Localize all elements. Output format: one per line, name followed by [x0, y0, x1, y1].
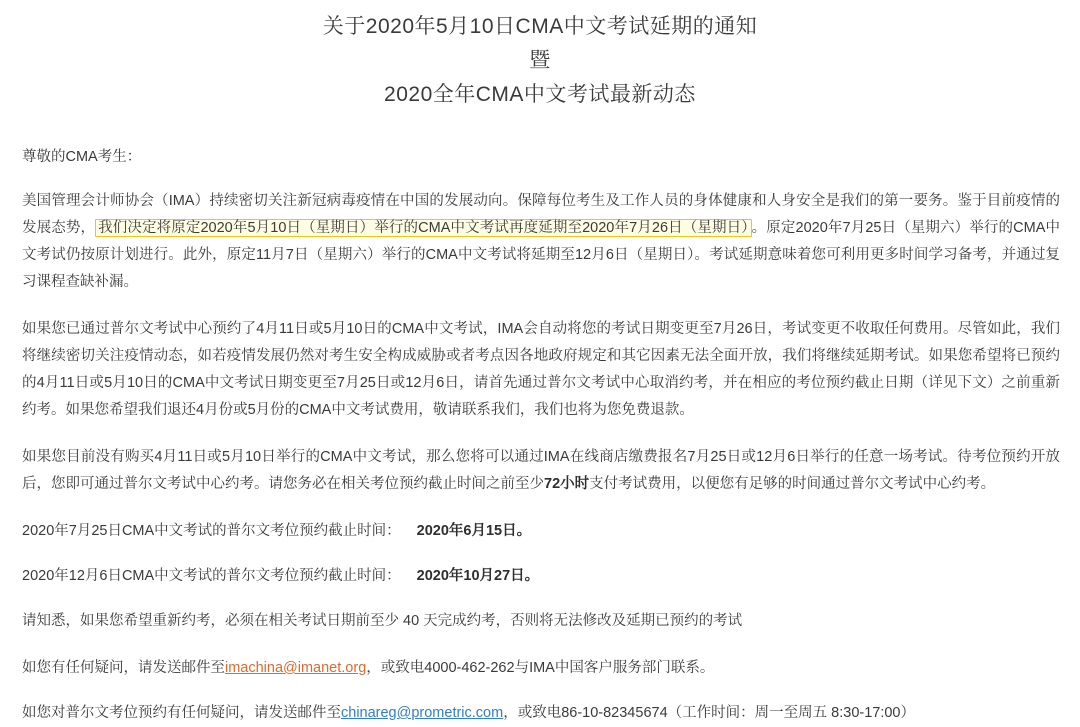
paragraph-3-emphasis: 72小时	[544, 476, 590, 492]
paragraph-1-text-b: 。原定2020年7月25日（星期六）举行的CMA中文考试仍按原计划进行。此外，原定11月7日（星期六）举行的CMA中文考试将延期至12月6日（星期日）。考试延期意味着您可利用更多时间学习备考，并通过复习课程查缺补漏。	[22, 220, 1061, 290]
contact-ima-text-b: ，或致电4000-462-262与IMA中国客户服务部门联系。	[366, 660, 715, 676]
paragraph-3-text-a: 如果您目前没有购买4月11日或5月10日举行的CMA中文考试，那么您将可以通过IMA在线商店缴费报名7月25日或12月6日举行的任意一场考试。待考位预约开放后，您即可通过普尔文考试中心约考。请您务必在相关考位预约截止时间之前至少	[22, 449, 1060, 492]
deadline-label-2: 2020年12月6日CMA中文考试的普尔文考位预约截止时间：	[22, 568, 401, 584]
reschedule-note: 请知悉，如果您希望重新约考，必须在相关考试日期前至少 40 天完成约考，否则将无法修改及延期已预约的考试	[22, 613, 743, 629]
document-title	[0, 0, 1080, 112]
deadline-label-1: 2020年7月25日CMA中文考试的普尔文考位预约截止时间：	[22, 523, 401, 539]
paragraph-3	[22, 444, 1060, 498]
paragraph-3-text-b: 支付考试费用，以便您有足够的时间通过普尔文考试中心约考。	[589, 476, 996, 492]
contact-ima-text-a: 如您有任何疑问，请发送邮件至	[22, 660, 225, 676]
paragraph-2: 如果您已通过普尔文考试中心预约了4月11日或5月10日的CMA中文考试，IMA会自动将您的考试日期变更至7月26日，考试变更不收取任何费用。尽管如此，我们将继续密切关注疫情动态，如若疫情发展仍然对考生安全构成威胁或者考点因各地政府规定和其它因素无法全面开放，我们将继续延期考试。如果您希望将已预约的4月11日或5月10日的CMA中文考试日期变更至7月25日或12月6日，请首先通过普尔文考试中心取消约考，并在相应的考位预约截止日期（详见下文）之前重新约考。如果您希望我们退还4月份或5月份的CMA中文考试费用，敬请联系我们，我们也将为您免费退款。	[22, 321, 1060, 418]
prometric-email-link[interactable]: chinareg@prometric.com	[341, 705, 504, 721]
paragraph-1-text-a: 美国管理会计师协会（IMA）持续密切关注新冠病毒疫情在中国的发展动向。保障每位考生及工作人员的身体健康和人身安全是我们的第一要务。鉴于目前疫情的发展态势，	[22, 193, 1060, 236]
deadline-row-1	[22, 518, 1060, 545]
ima-email-link[interactable]: imachina@imanet.org	[225, 660, 367, 676]
paragraph-1	[22, 188, 1060, 296]
salutation: 尊敬的CMA考生：	[22, 149, 142, 165]
contact-prometric-text-a: 如您对普尔文考位预约有任何疑问，请发送邮件至	[22, 705, 341, 721]
title-line-1: 关于2020年5月10日CMA中文考试延期的通知	[322, 15, 758, 38]
deadline-date-1: 2020年6月15日。	[416, 523, 532, 539]
title-line-2: 暨	[529, 49, 551, 72]
title-line-3: 2020全年CMA中文考试最新动态	[384, 83, 696, 106]
contact-ima	[22, 655, 1060, 682]
contact-prometric	[22, 700, 1060, 727]
paragraph-1-highlight: 我们决定将原定2020年5月10日（星期日）举行的CMA中文考试再度延期至2020年7月26日（星期日）	[95, 219, 752, 237]
deadline-row-2	[22, 563, 1060, 590]
deadline-date-2: 2020年10月27日。	[416, 568, 540, 584]
contact-prometric-text-b: ，或致电86-10-82345674（工作时间：周一至周五 8:30-17:00）	[503, 705, 915, 721]
document-body	[0, 144, 1080, 727]
